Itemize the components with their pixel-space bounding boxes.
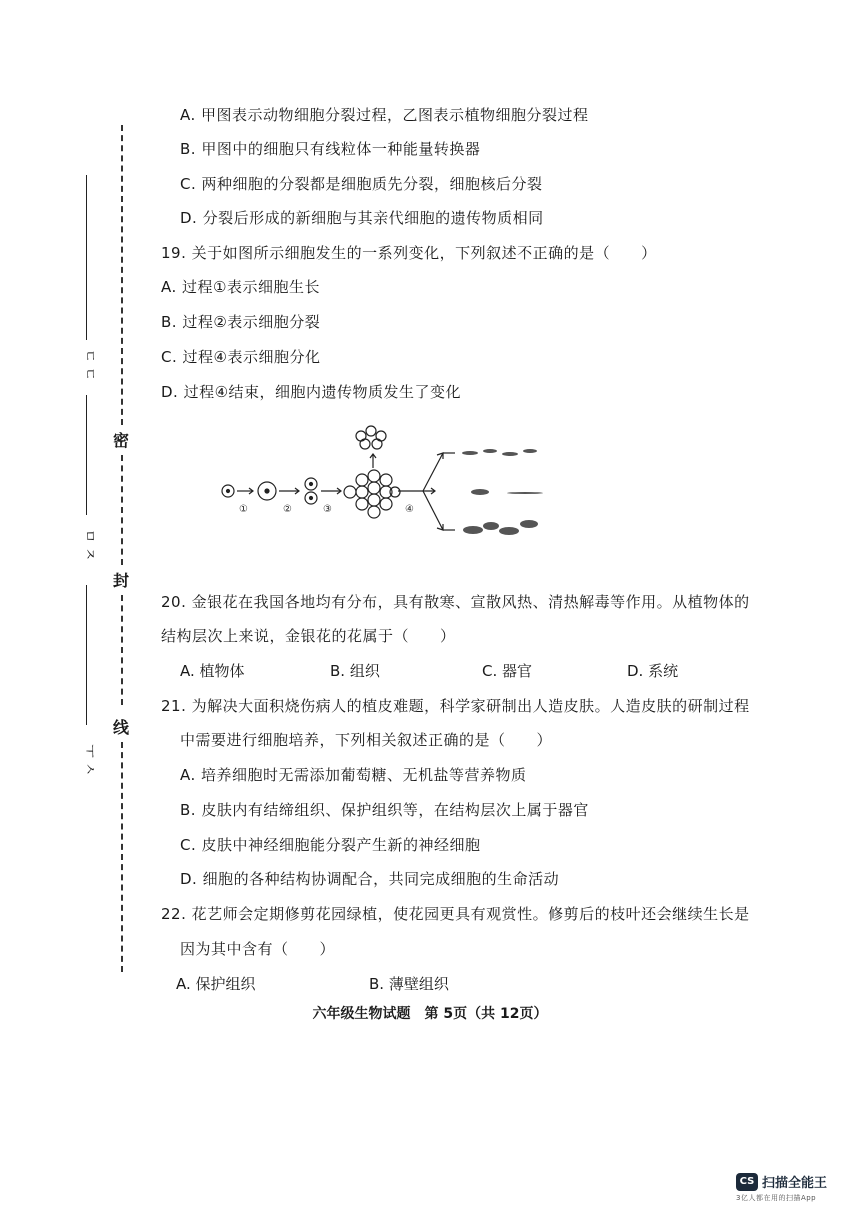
q21-option-d: D. 细胞的各种结构协调配合，共同完成细胞的生命活动 — [180, 870, 560, 888]
binding-dashed-line-lower — [121, 595, 123, 705]
margin-rule-1 — [86, 175, 87, 340]
margin-rule-3 — [86, 585, 87, 725]
q21-option-c: C. 皮肤中神经细胞能分裂产生新的神经细胞 — [180, 836, 481, 854]
q21-stem-line-1: 21. 为解决大面积烧伤病人的植皮难题，科学家研制出人造皮肤。人造皮肤的研制过程 — [161, 697, 750, 715]
q20-option-b: B. 组织 — [330, 662, 380, 680]
q20-option-c: C. 器官 — [482, 662, 533, 680]
q22-option-b: B. 薄壁组织 — [369, 975, 449, 993]
page-footer: 六年级生物试题 第 5页（共 12页） — [312, 1006, 548, 1022]
q22-stem-line-2: 因为其中含有（ ） — [180, 940, 336, 958]
seal-char-feng: 封 — [113, 571, 130, 590]
margin-fragment-2: ㅁ ㅈ — [80, 529, 97, 561]
margin-fragment-3: ㅜ ㅅ — [80, 744, 97, 776]
diagram-label-3: ③ — [323, 504, 332, 515]
binding-dashed-line-bottom — [121, 742, 123, 972]
q20-stem-line-2: 结构层次上来说，金银花的花属于（ ） — [161, 627, 456, 645]
q20-stem-line-1: 20. 金银花在我国各地均有分布，具有散寒、宣散风热、清热解毒等作用。从植物体的 — [161, 593, 750, 611]
watermark-title: 扫描全能王 — [762, 1176, 828, 1191]
watermark-subtitle: 3亿人都在用的扫描App — [736, 1194, 817, 1202]
q18-option-d: D. 分裂后形成的新细胞与其亲代细胞的遗传物质相同 — [180, 209, 544, 227]
q19-option-a: A. 过程①表示细胞生长 — [161, 278, 320, 296]
q21-stem-line-2: 中需要进行细胞培养，下列相关叙述正确的是（ ） — [180, 731, 553, 749]
q21-option-a: A. 培养细胞时无需添加葡萄糖、无机盐等营养物质 — [180, 766, 527, 784]
q19-stem: 19. 关于如图所示细胞发生的一系列变化，下列叙述不正确的是（ ） — [161, 244, 657, 262]
q19-option-b: B. 过程②表示细胞分裂 — [161, 313, 321, 331]
q18-option-a: A. 甲图表示动物细胞分裂过程，乙图表示植物细胞分裂过程 — [180, 106, 589, 124]
q20-option-a: A. 植物体 — [180, 662, 245, 680]
cell-change-diagram — [215, 420, 555, 550]
seal-char-mi: 密 — [113, 431, 130, 450]
q19-option-d: D. 过程④结束，细胞内遗传物质发生了变化 — [161, 383, 462, 401]
q18-option-c: C. 两种细胞的分裂都是细胞质先分裂，细胞核后分裂 — [180, 175, 543, 193]
camscanner-logo-icon: CS — [736, 1173, 758, 1191]
q21-option-b: B. 皮肤内有结缔组织、保护组织等，在结构层次上属于器官 — [180, 801, 589, 819]
q20-option-d: D. 系统 — [627, 662, 679, 680]
diagram-label-4: ④ — [405, 504, 414, 515]
margin-rule-2 — [86, 395, 87, 515]
q22-stem-line-1: 22. 花艺师会定期修剪花园绿植，使花园更具有观赏性。修剪后的枝叶还会继续生长是 — [161, 905, 750, 923]
q22-option-a: A. 保护组织 — [176, 975, 256, 993]
q18-option-b: B. 甲图中的细胞只有线粒体一种能量转换器 — [180, 140, 481, 158]
diagram-label-1: ① — [239, 504, 248, 515]
scanner-watermark — [736, 1172, 842, 1203]
margin-fragment-1: ㄷ ㄷ — [80, 349, 97, 381]
diagram-label-2: ② — [283, 504, 292, 515]
q19-option-c: C. 过程④表示细胞分化 — [161, 348, 321, 366]
binding-dashed-line-mid — [121, 455, 123, 565]
binding-dashed-line-top — [121, 125, 123, 425]
seal-char-xian: 线 — [113, 718, 130, 737]
